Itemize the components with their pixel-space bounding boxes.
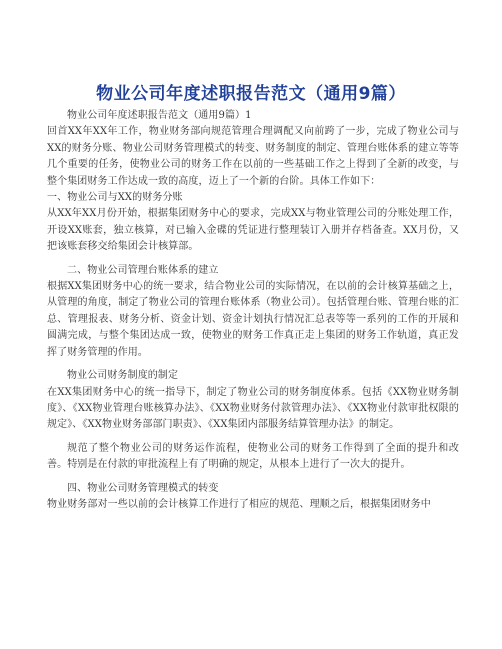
document-body: [47, 108, 459, 513]
management-mode-paragraph: 物业财务部对一些以前的会计核算工作进行了相应的规范、理顺之后，根据集团财务中: [47, 498, 431, 510]
section-heading-account-split: 一、物业公司与XX的财务分账: [47, 192, 183, 204]
section-heading-ledger-system: 二、物业公司管理台账体系的建立: [67, 264, 219, 276]
process-improvement-paragraph: 规范了整个物业公司的财务运作流程，使物业公司的财务工作得到了全面的提升和改善。特别是在付款的审批流程上有了明确的规定，从根本上进行了一次大的提升。: [47, 442, 459, 471]
document-title: 物业公司年度述职报告范文（通用9篇）: [96, 84, 406, 105]
section-heading-1: 物业公司年度述职报告范文（通用9篇）1: [67, 110, 252, 121]
ledger-system-paragraph: 根据XX集团财务中心的统一要求，结合物业公司的实际情况，在以前的会计核算基础之上，从管理的角度，制定了物业公司的管理台账体系（物业公司）。包括管理台账、管理台账的汇总、管理报表、财务分析、资金计划、资金计划执行情况汇总表等等一系列的工作的开展和圆满完成，与整个集团达成一致，使物业的财务工作真正走上集团的财务工作轨道，真正发挥了财务管理的作用。: [47, 281, 459, 358]
finance-rules-paragraph: 在XX集团财务中心的统一指导下，制定了物业公司的财务制度体系。包括《XX物业财务制度》、《XX物业管理台账核算办法》、《XX物业财务付款管理办法》、《XX物业付款审批权限的规定》、《XX物业财务部部门职责》、《XX集团内部服务结算管理办法》的制定。: [47, 386, 459, 431]
section-heading-finance-rules: 物业公司财务制度的制定: [67, 370, 179, 382]
section-heading-management-mode: 四、物业公司财务管理模式的转变: [67, 482, 219, 494]
intro-paragraph: 回首XX年XX年工作，物业财务部向规范管理合理调配又向前跨了一步，完成了物业公司与XX的财务分账、物业公司财务管理模式的转变、财务制度的制定、管理台账体系的建立等等几个重要的任务，使物业公司的财务工作在以前的一些基础工作之上得到了全新的改变，与整个集团财务工作达成一致的高度，迈上了一个新的台阶。具体工作如下：: [47, 126, 459, 187]
account-split-paragraph: 从XX年XX月份开始，根据集团财务中心的要求，完成XX与物业管理公司的分账处理工作，开设XX账套，独立核算，对已输入金碟的凭证进行整理装订入册并存档备查。XX月份，又把该账套移交给集团会计核算部。: [47, 208, 459, 253]
